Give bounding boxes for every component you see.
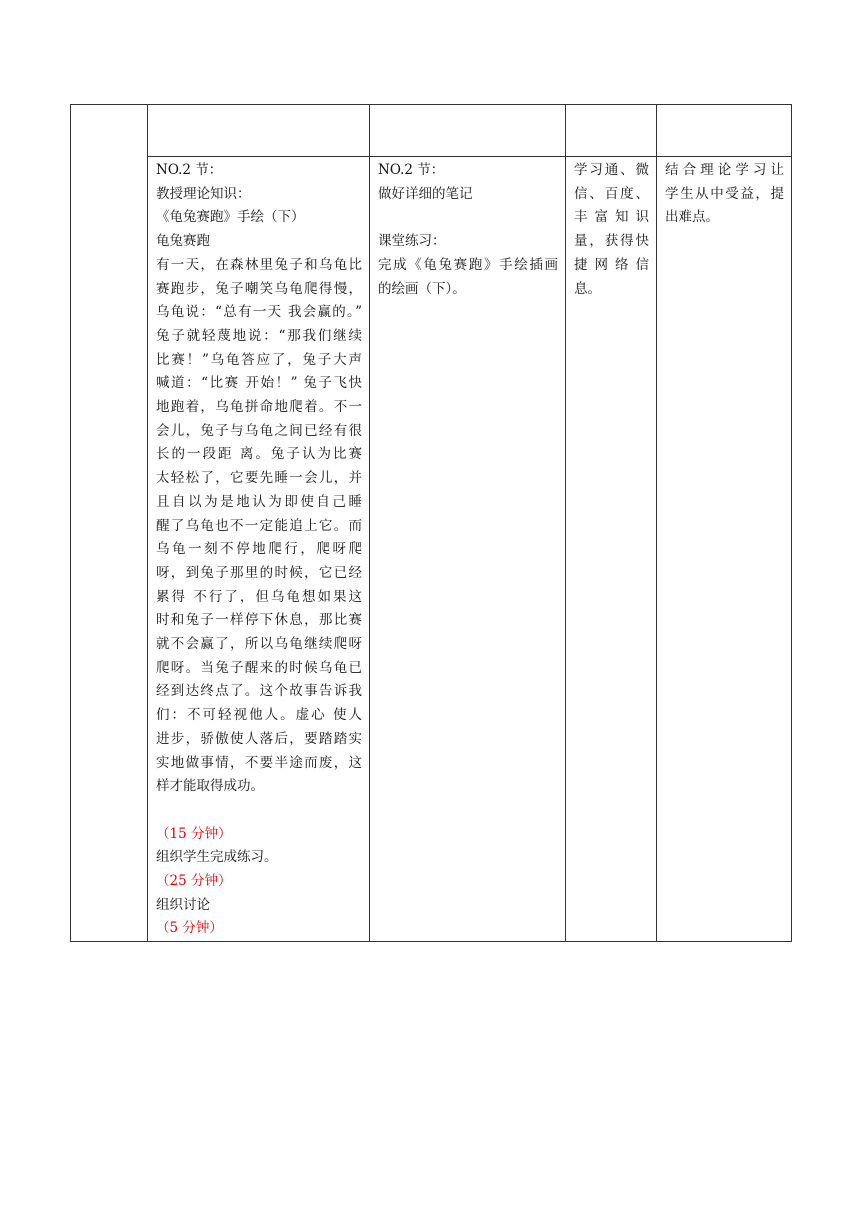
empty-cell — [566, 105, 657, 157]
practice-line: 的绘画（下）。 — [378, 280, 466, 297]
practice-line: 完成《龟兔赛跑》手绘插画 — [378, 256, 558, 273]
resource-cell — [566, 157, 657, 942]
resource-line: 丰 富 知 识 — [574, 209, 649, 226]
practice-label: 课堂练习： — [378, 233, 446, 250]
story-line: 且自以为是地认为即使自己睡 — [156, 493, 362, 510]
story-line: 们：不可轻视他人。虚心 使人 — [156, 707, 362, 724]
story-line: 赛跑步，兔子嘲笑乌龟爬得慢， — [156, 280, 362, 297]
time-note: （5 分钟） — [156, 920, 223, 937]
table-row-content — [71, 157, 792, 942]
story-line: 有一天，在森林里兔子和乌龟比 — [156, 256, 362, 273]
section-subheading: 教授理论知识： — [156, 185, 251, 202]
resource-line: 息。 — [574, 280, 601, 297]
story-line: 乌龟说：“总有一天 我会赢的。” — [156, 304, 362, 321]
time-note: （25 分钟） — [156, 873, 232, 890]
work-title: 《龟兔赛跑》手绘（下） — [156, 209, 305, 226]
table-row-empty — [71, 105, 792, 157]
story-line: 醒了乌龟也不一定能追上它。而 — [156, 517, 362, 534]
story-line: 比赛！”乌龟答应了，兔子大声 — [156, 351, 362, 368]
story-line: 会儿，兔子与乌龟之间已经有很 — [156, 422, 362, 439]
task-text: 组织讨论 — [156, 896, 210, 913]
story-line: 地跑着，乌龟拼命地爬着。不一 — [156, 399, 362, 416]
story-line: 乌龟一刻不停地爬行，爬呀爬 — [156, 541, 362, 558]
student-activity-cell — [370, 157, 566, 942]
resource-line: 信、百度、 — [574, 185, 649, 202]
story-line: 喊道：“比赛 开始！” 兔子飞快 — [156, 375, 362, 392]
story-title: 龟兔赛跑 — [156, 233, 210, 250]
goal-line: 学生从中受益，提 — [665, 185, 784, 202]
resource-line: 学习通、微 — [574, 162, 649, 178]
empty-cell — [657, 105, 792, 157]
blank-line — [156, 799, 362, 823]
lesson-plan-table — [70, 104, 792, 942]
goal-line: 出难点。 — [665, 209, 719, 226]
time-note: （15 分钟） — [156, 825, 232, 842]
empty-cell — [370, 105, 566, 157]
story-line: 时和兔子一样停下休息，那比赛 — [156, 612, 362, 629]
story-line: 兔子就轻蔑地说：“那我们继续 — [156, 327, 362, 344]
story-line: 进步，骄傲使人落后，要踏踏实 — [156, 730, 362, 747]
story-line: 经到达终点了。这个故事告诉我 — [156, 683, 362, 700]
section-heading: NO.2 节： — [156, 162, 223, 178]
empty-cell — [148, 105, 370, 157]
story-line: 太轻松了，它要先睡一会儿，并 — [156, 470, 362, 487]
task-text: 组织学生完成练习。 — [156, 849, 278, 866]
goal-cell — [657, 157, 792, 942]
teacher-activity-cell — [148, 157, 370, 942]
resource-line: 量，获得快 — [574, 233, 649, 250]
story-line: 就不会赢了，所以乌龟继续爬呀 — [156, 636, 362, 653]
blank-line — [378, 206, 558, 230]
story-line: 实地做事情，不要半途而废，这 — [156, 754, 362, 771]
story-line: 样才能取得成功。 — [156, 778, 264, 795]
resource-line: 捷 网 络 信 — [574, 256, 649, 273]
label-cell — [71, 105, 148, 942]
story-line: 爬呀。当兔子醒来的时候乌龟已 — [156, 659, 362, 676]
story-line: 长的一段距 离。兔子认为比赛 — [156, 446, 362, 463]
story-line: 累得 不行了，但乌龟想如果这 — [156, 588, 362, 605]
student-heading: NO.2 节： — [378, 162, 445, 178]
student-line: 做好详细的笔记 — [378, 185, 473, 202]
story-line: 呀，到兔子那里的时候，它已经 — [156, 564, 362, 581]
goal-line: 结合理论学习让 — [665, 162, 784, 178]
